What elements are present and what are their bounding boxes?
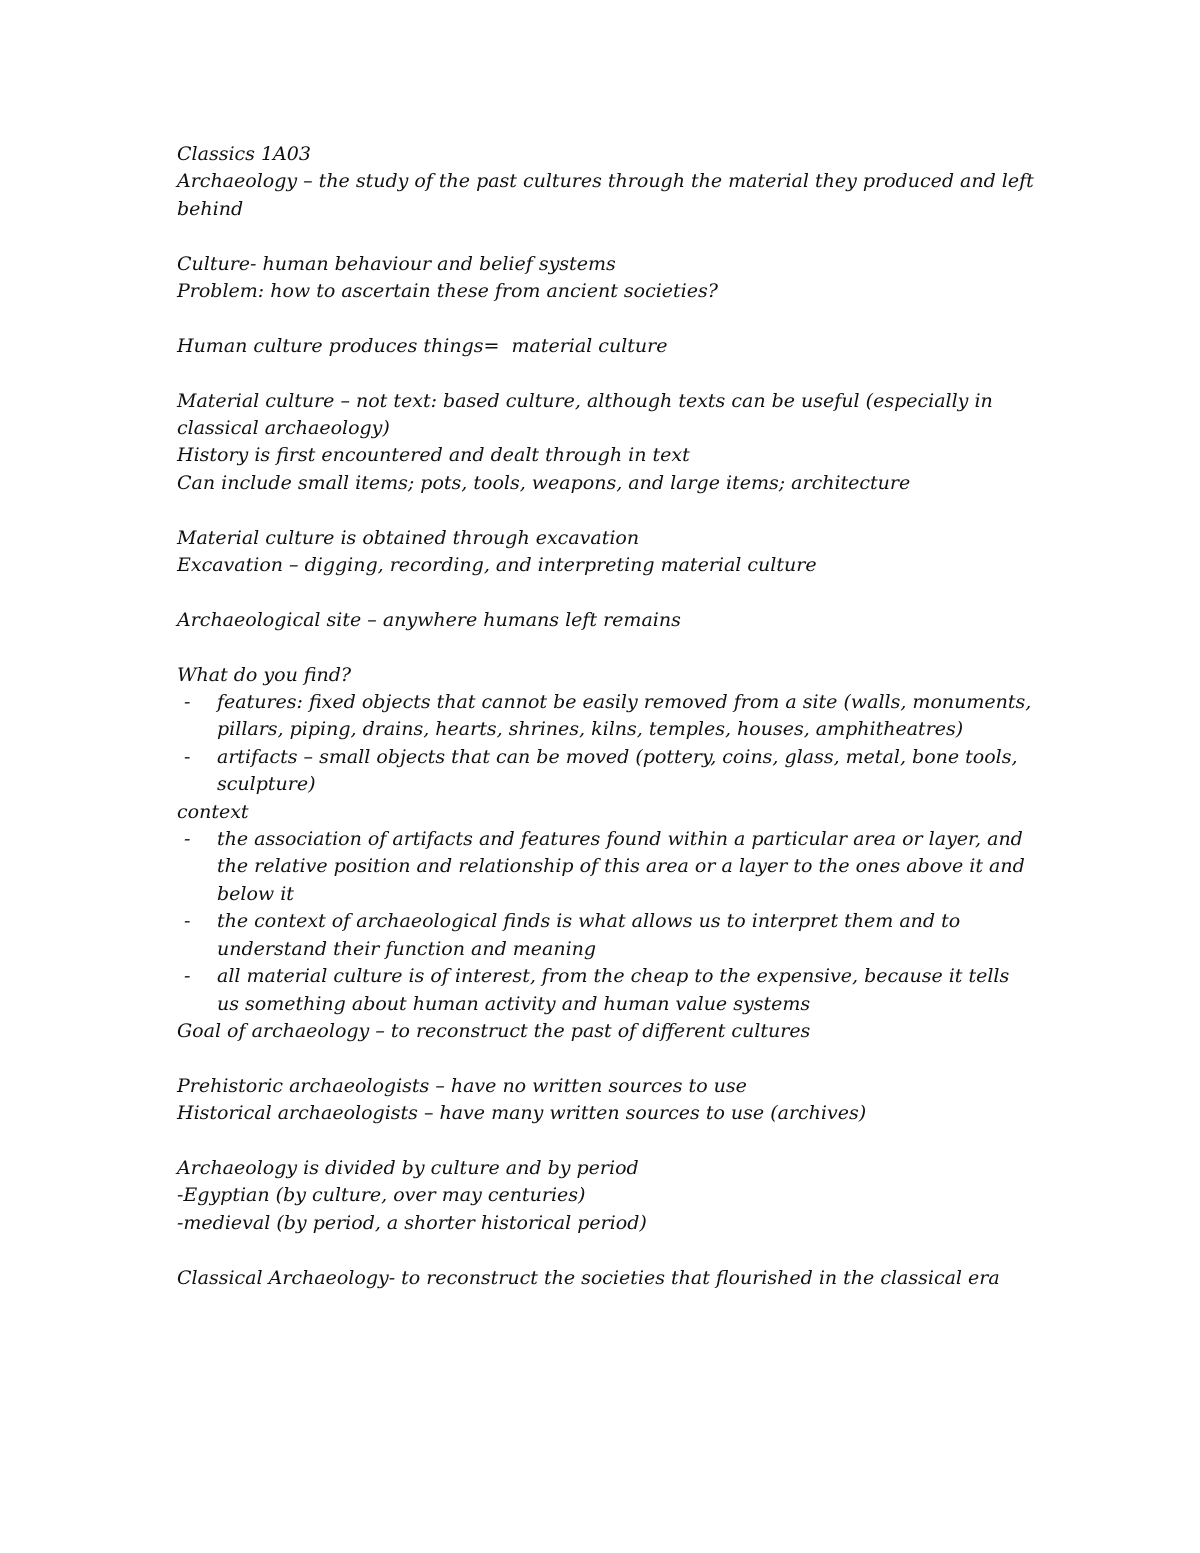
problem-line: Problem: how to ascertain these from ancient societies? [177,280,718,303]
material-culture-definition: Material culture – not text: based culture, although texts can be useful (especially in classical archaeology) [177,389,999,440]
culture-definition: Culture- human behaviour and belief systems [177,252,616,275]
bullet-marker: - [184,828,191,851]
paragraph-gap [177,1045,1037,1072]
site-definition: Archaeological site – anywhere humans left remains [177,608,681,631]
paragraph-gap [177,305,1037,332]
paragraph-gap [177,223,1037,250]
prehistoric-line: Prehistoric archaeologists – have no written sources to use [177,1074,747,1097]
historical-line: Historical archaeologists – have many written sources to use (archives) [177,1102,867,1125]
paragraph-gap [177,1128,1037,1155]
list-item [177,689,1037,744]
bullet-marker: - [184,910,191,933]
history-line: History is first encountered and dealt through in text [177,444,690,467]
list-item [177,908,1037,963]
list-item-text: the association of artifacts and features found within a particular area or layer, and the relative position and relationship of this area or a layer to the ones above it and below it [217,828,1025,905]
context-heading: context [177,800,249,823]
paragraph-gap [177,1237,1037,1264]
human-culture-line: Human culture produces things= material culture [177,334,668,357]
course-title: Classics 1A03 [177,143,311,165]
list-item-text: artifacts – small objects that can be moved (pottery, coins, glass, metal, bone tools, sculpture) [217,745,1018,796]
egyptian-line: -Egyptian (by culture, over may centuries) [177,1184,586,1207]
excavation-definition: Excavation – digging, recording, and interpreting material culture [177,554,817,577]
list-item-text: the context of archaeological finds is what allows us to interpret them and to understand their function and meaning [217,910,961,960]
goal-line: Goal of archaeology – to reconstruct the past of different cultures [177,1019,811,1042]
find-question: What do you find? [177,663,352,686]
bullet-marker: - [184,745,191,768]
medieval-line: -medieval (by period, a shorter historical period) [177,1211,647,1234]
bullet-marker: - [184,965,191,988]
list-item [177,963,1037,1018]
paragraph-gap [177,634,1037,661]
document-body [177,141,1040,1292]
bullet-marker: - [184,691,191,714]
list-item [177,826,1037,908]
archaeology-definition: Archaeology – the study of the past cultures through the material they produced and left behind [177,170,1040,220]
list-item-text: all material culture is of interest, from the cheap to the expensive, because it tells us something about human activity and human value systems [217,965,1010,1015]
obtained-line: Material culture is obtained through excavation [177,526,640,549]
classical-line: Classical Archaeology- to reconstruct the societies that flourished in the classical era [177,1266,1000,1289]
paragraph-gap [177,579,1037,606]
paragraph-gap [177,360,1037,387]
divided-line: Archaeology is divided by culture and by period [177,1156,639,1179]
context-list [177,826,1037,1018]
find-list [177,689,1037,799]
include-line: Can include small items; pots, tools, weapons, and large items; architecture [177,471,911,494]
list-item-text: features: fixed objects that cannot be easily removed from a site (walls, monuments, pillars, piping, drains, hearts, shrines, kilns, temples, houses, amphitheatres) [217,691,1032,741]
paragraph-gap [177,497,1037,524]
list-item [177,744,1037,799]
